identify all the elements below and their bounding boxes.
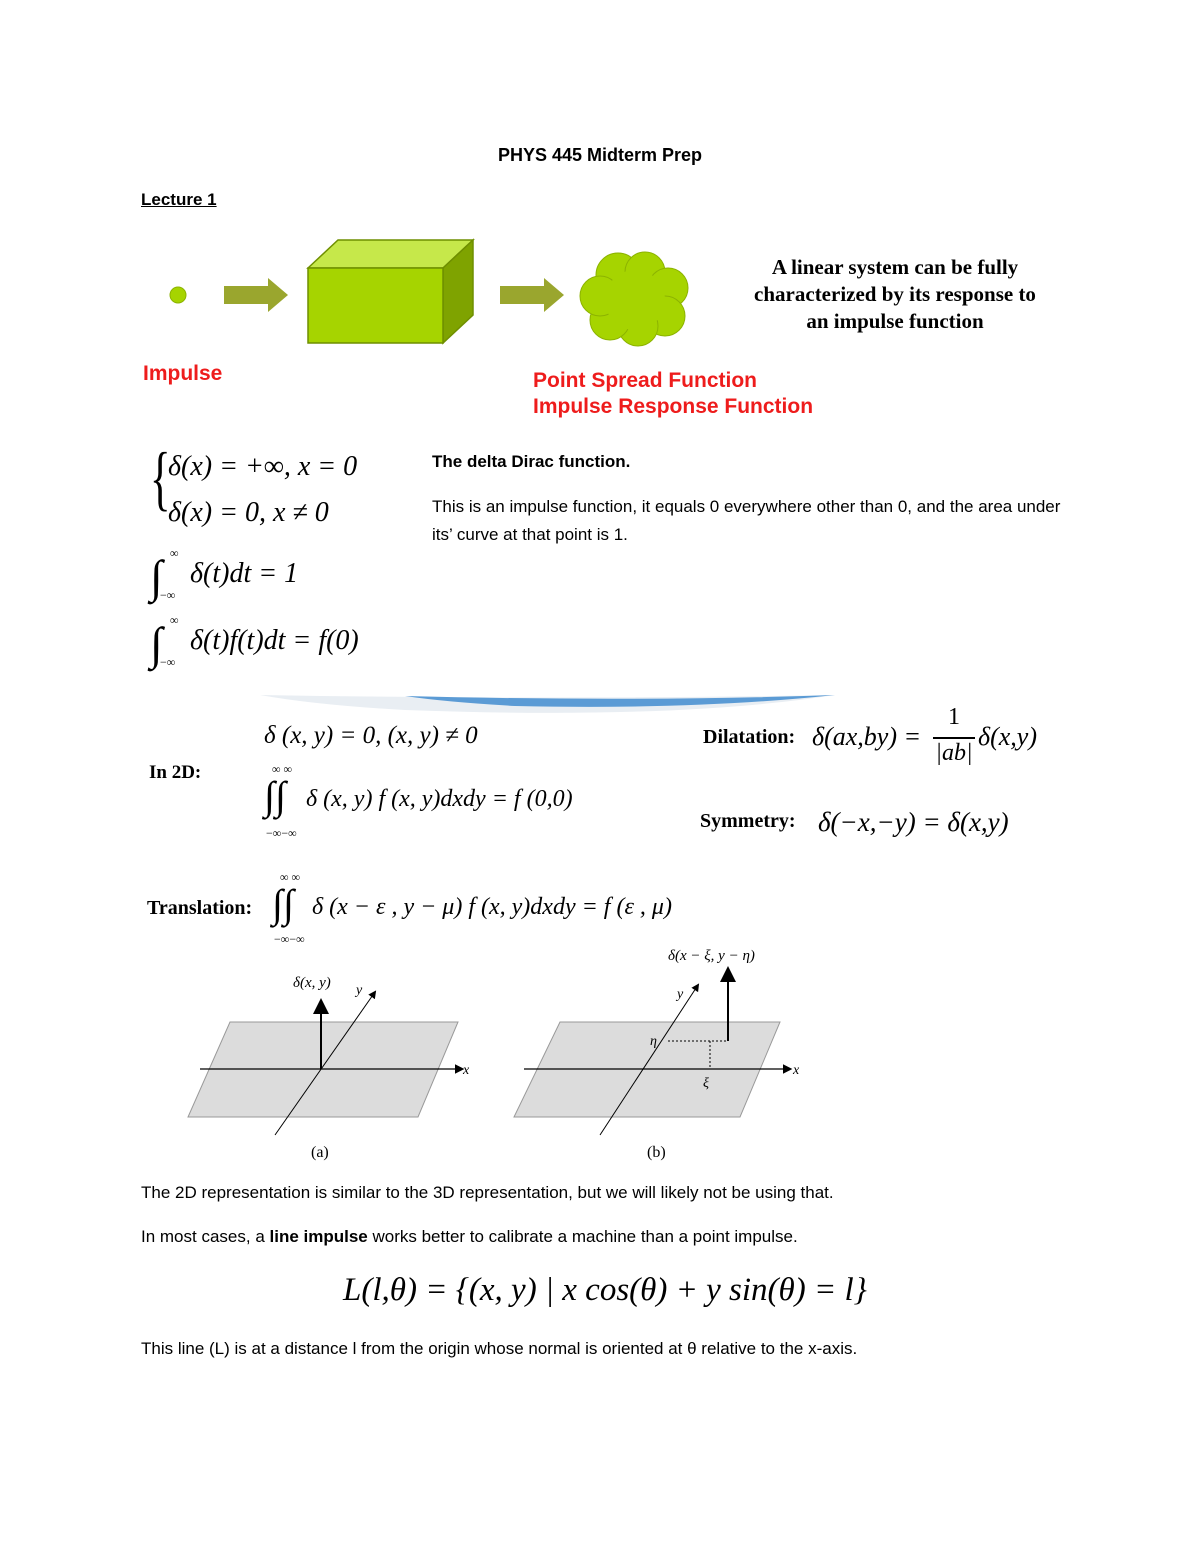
xi-label: ξ	[703, 1076, 709, 1091]
psf-label: Point Spread Function	[533, 369, 757, 392]
page-title: PHYS 445 Midterm Prep	[497, 145, 703, 165]
delta-description: This is an impulse function, it equals 0 everywhere other than 0, and the area under its’ curve at that point is 1.	[432, 497, 1061, 544]
p2-text: In most cases, a	[141, 1227, 270, 1246]
two-d-eq-1: δ (x, y) = 0, (x, y) ≠ 0	[264, 722, 478, 749]
paragraph-2	[141, 1223, 798, 1250]
caption-line: A linear system can be fully	[771, 255, 1019, 279]
limits-upper: ∞ ∞	[280, 870, 301, 884]
y-label: y	[356, 983, 363, 998]
delta-figure	[180, 940, 820, 1170]
x-label: x	[463, 1063, 470, 1078]
translation-eq: δ (x − ε , y − μ) f (x, y)dxdy = f (ε , μ)	[312, 894, 672, 920]
paragraph-1: The 2D representation is similar to the 3D representation, but we will likely not be using that.	[141, 1183, 834, 1202]
fraction-bar	[933, 737, 975, 739]
arrow-icon	[224, 278, 288, 312]
x-label: x	[793, 1063, 800, 1078]
caption-b: (b)	[647, 1144, 666, 1161]
p2-text: works better to calibrate a machine than a point impulse.	[367, 1227, 798, 1246]
delta-eq-4: δ(t)f(t)dt = f(0)	[190, 625, 359, 656]
translation-label: Translation:	[147, 897, 253, 919]
arrow-icon	[500, 278, 564, 312]
irf-label: Impulse Response Function	[533, 395, 814, 418]
delta-eq-3: δ(t)dt = 1	[190, 558, 299, 589]
integral-sign: ∫∫	[264, 773, 286, 818]
caption-line: characterized by its response to	[754, 282, 1036, 306]
y-label: y	[677, 987, 684, 1002]
panel-b	[514, 948, 800, 1161]
dilatation-lhs: δ(ax,by) =	[812, 722, 922, 751]
limits-lower: −∞−∞	[274, 932, 305, 946]
section-heading: Lecture 1	[141, 190, 217, 209]
paragraph-3: This line (L) is at a distance l from the origin whose normal is oriented at θ relative to the x-axis.	[141, 1339, 858, 1358]
integral-sign: ∫	[150, 618, 163, 669]
integral-sign: ∫∫	[272, 881, 294, 926]
dilatation-rhs: δ(x,y)	[978, 722, 1037, 751]
symmetry-eq: δ(−x,−y) = δ(x,y)	[818, 807, 1009, 837]
caption-line: an impulse function	[806, 309, 984, 333]
integral-sign: ∫	[150, 551, 163, 602]
decorative-swoosh	[255, 690, 845, 720]
delta-a-label: δ(x, y)	[293, 975, 331, 991]
eta-label: η	[650, 1034, 657, 1049]
symmetry-label: Symmetry:	[700, 810, 796, 832]
system-box	[308, 240, 473, 343]
impulse-dot	[170, 287, 186, 303]
delta-eq-1: δ(x) = +∞, x = 0	[168, 451, 358, 482]
limits-upper: ∞ ∞	[272, 762, 293, 776]
int-lower: −∞	[160, 588, 176, 602]
two-d-eq-2: δ (x, y) f (x, y)dxdy = f (0,0)	[306, 786, 573, 812]
p2-bold: line impulse	[269, 1227, 368, 1246]
delta-eq-2: δ(x) = 0, x ≠ 0	[168, 497, 329, 528]
diagram-caption	[730, 254, 1060, 335]
line-equation: L(l,θ) = {(x, y) | x cos(θ) + y sin(θ) = l}	[343, 1272, 867, 1308]
delta-heading: The delta Dirac function.	[432, 452, 631, 471]
caption-a: (a)	[311, 1144, 329, 1161]
delta-b-label: δ(x − ξ, y − η)	[668, 948, 755, 964]
limits-lower: −∞−∞	[266, 826, 297, 840]
psf-blob	[580, 252, 688, 346]
int-lower: −∞	[160, 655, 176, 669]
panel-a	[188, 975, 470, 1161]
impulse-label: Impulse	[143, 362, 223, 385]
int-upper: ∞	[170, 613, 179, 627]
in-2d-label: In 2D:	[149, 762, 202, 783]
dilatation-label: Dilatation:	[703, 726, 796, 748]
dilatation-num: 1	[948, 704, 960, 730]
dilatation-den: |ab|	[935, 740, 973, 766]
int-upper: ∞	[170, 546, 179, 560]
